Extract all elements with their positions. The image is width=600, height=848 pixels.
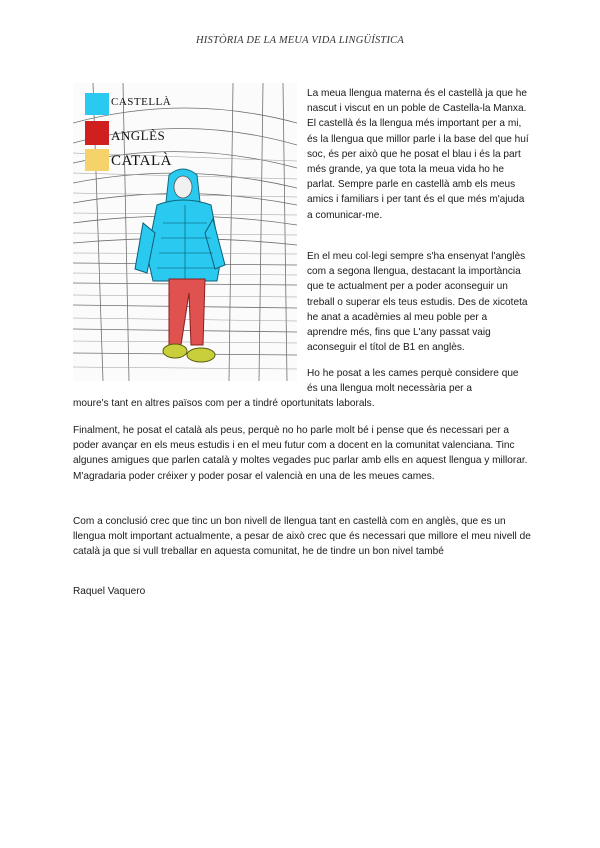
author-signature: Raquel Vaquero [73,586,146,597]
paragraph-castella: La meua llengua materna és el castellà ja que he nascut i viscut en un poble de Castella-la Manxa. El castellà és la llengua més important per a mi, és la llengua que millor parle i la base del que huí soc, és per això que he posat el blau i és la part més grande, ya que tota la meua vida ho he parlat. Sempre parle en castellà amb els meus amics i familiars i per tant és el que més m'ajuda a comunicar-me. [307,88,529,221]
document-title: HISTÒRIA DE LA MEUA VIDA LINGÜÍSTICA [196,35,404,46]
paragraph-conclusion: Com a conclusió crec que tinc un bon nivell de llengua tant en castellà com en anglès, que es un llengua molt important actualmente, a pesar de això crec que és necessari que millore el meu nivell de català ja que si vull treballar en aquesta comunitat, he de tindre un bon nivel també [73,516,531,558]
legend-label-catala: CATALÀ [111,153,172,169]
paragraph-catala: Finalment, he posat el català als peus, perquè no ho parle molt bé i pense que és necessari per a poder avançar en els meus estudis i en el meu futur com a docent en la comunitat valenciana. Tinc algunes amigues que parlen català y moltes vegades puc parlar amb ells en aquest llengua y millorar. M'agradaria poder créixer y poder posar el valencià en una de les meues cames. [73,425,528,482]
person-figure [135,169,225,362]
language-portrait-image [73,83,297,381]
legend-swatch-catala [85,149,109,171]
legend-swatch-angles [85,121,109,145]
legend-label-angles: ANGLÈS [111,128,166,143]
sketch-background [73,83,297,381]
legend-label-castella: CASTELLÀ [111,96,172,108]
paragraph-legs-end: moure's tant en altres països com per a tindré oportunitats laborals. [73,398,375,409]
paragraph-angles: En el meu col·legi sempre s'ha ensenyat l'anglès com a segona llengua, destacant la importància que te actualment per a poder aconseguir un treball o superar els teus estudis. Des de xicoteta he anat a acadèmies al meu poble per a aprendre més, fins que L'any passat vaig aconseguir el títol de B1 en anglès. [307,251,528,354]
legend-swatch-castella [85,93,109,115]
paragraph-legs-start: Ho he posat a les cames perquè considere que és una llengua molt necessària per a [307,368,519,395]
